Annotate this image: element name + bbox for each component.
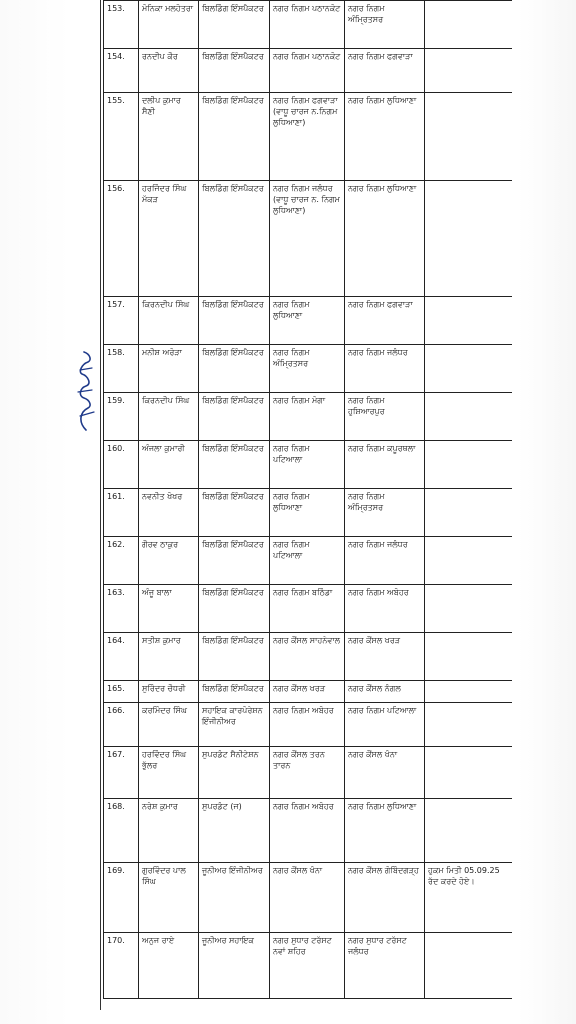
remarks-cell <box>425 1 513 49</box>
remarks-cell <box>425 297 513 345</box>
remarks-cell <box>425 681 513 703</box>
posted-to-cell: ਨਗਰ ਨਿਗਮ ਅਬੋਹਰ <box>345 585 425 633</box>
posted-to-cell: ਨਗਰ ਕੌਂਸਲ ਖਰੜ <box>345 633 425 681</box>
posted-to-cell: ਨਗਰ ਨਿਗਮ ਫਗਵਾੜਾ <box>345 49 425 93</box>
margin-rule <box>100 0 101 1010</box>
posted-to-cell: ਨਗਰ ਨਿਗਮ ਜਲੰਧਰ <box>345 345 425 393</box>
remarks-cell <box>425 181 513 297</box>
serial-number-cell: 167. <box>104 747 139 799</box>
posted-to-cell: ਨਗਰ ਨਿਗਮ ਜਲੰਧਰ <box>345 537 425 585</box>
table-row <box>104 441 513 489</box>
remarks-cell <box>425 393 513 441</box>
designation-cell: ਬਿਲਡਿੰਗ ਇੰਸਪੈਕਟਰ <box>199 393 270 441</box>
designation-cell: ਬਿਲਡਿੰਗ ਇੰਸਪੈਕਟਰ <box>199 181 270 297</box>
employee-name-cell: ਸਤੀਸ਼ ਕੁਮਾਰ <box>139 633 199 681</box>
serial-number-cell: 157. <box>104 297 139 345</box>
posted-to-cell: ਨਗਰ ਨਿਗਮ ਅੰਮ੍ਰਿਤਸਰ <box>345 489 425 537</box>
remarks-cell <box>425 441 513 489</box>
remarks-cell <box>425 799 513 863</box>
remarks-cell <box>425 633 513 681</box>
serial-number-cell: 153. <box>104 1 139 49</box>
employee-name-cell: ਕਰਮਿੰਦਰ ਸਿੰਘ <box>139 703 199 747</box>
transfer-table <box>103 0 512 999</box>
designation-cell: ਬਿਲਡਿੰਗ ਇੰਸਪੈਕਟਰ <box>199 585 270 633</box>
remarks-cell: ਹੁਕਮ ਮਿਤੀ 05.09.25 ਰੱਦ ਕਰਦੇ ਹੋਏ। <box>425 863 513 933</box>
employee-name-cell: ਰਨਦੀਪ ਕੌਰ <box>139 49 199 93</box>
table-row <box>104 585 513 633</box>
posted-from-cell: ਨਗਰ ਕੌਂਸਲ ਸਾਹਨੇਵਾਲ <box>270 633 345 681</box>
posted-to-cell: ਨਗਰ ਨਿਗਮ ਲੁਧਿਆਣਾ <box>345 799 425 863</box>
posted-from-cell: ਨਗਰ ਕੌਂਸਲ ਖੰਨਾ <box>270 863 345 933</box>
employee-name-cell: ਅੰਜਲਾ ਕੁਮਾਰੀ <box>139 441 199 489</box>
serial-number-cell: 154. <box>104 49 139 93</box>
designation-cell: ਬਿਲਡਿੰਗ ਇੰਸਪੈਕਟਰ <box>199 93 270 181</box>
table-row <box>104 489 513 537</box>
posted-from-cell: ਨਗਰ ਨਿਗਮ ਪਠਾਨਕੋਟ <box>270 1 345 49</box>
posted-from-cell: ਨਗਰ ਨਿਗਮ ਪਠਾਨਕੋਟ <box>270 49 345 93</box>
table-row <box>104 93 513 181</box>
employee-name-cell: ਕਿਰਨਦੀਪ ਸਿੰਘ <box>139 297 199 345</box>
serial-number-cell: 155. <box>104 93 139 181</box>
posted-from-cell: ਨਗਰ ਕੌਂਸਲ ਖਰੜ <box>270 681 345 703</box>
posted-from-cell: ਨਗਰ ਨਿਗਮ ਅਬੋਹਰ <box>270 703 345 747</box>
remarks-cell <box>425 703 513 747</box>
designation-cell: ਜੂਨੀਅਰ ਸਹਾਇਕ <box>199 933 270 999</box>
posted-to-cell: ਨਗਰ ਨਿਗਮ ਲੁਧਿਆਣਾ <box>345 181 425 297</box>
designation-cell: ਬਿਲਡਿੰਗ ਇੰਸਪੈਕਟਰ <box>199 537 270 585</box>
handwritten-signature <box>66 346 102 434</box>
posted-from-cell: ਨਗਰ ਨਿਗਮ ਬਠਿੰਡਾ <box>270 585 345 633</box>
designation-cell: ਸੁਪਰਡੰਟ ਸੈਨੀਟੇਸ਼ਨ <box>199 747 270 799</box>
serial-number-cell: 162. <box>104 537 139 585</box>
posted-to-cell: ਨਗਰ ਨਿਗਮ ਪਟਿਆਲਾ <box>345 703 425 747</box>
designation-cell: ਬਿਲਡਿੰਗ ਇੰਸਪੈਕਟਰ <box>199 633 270 681</box>
posted-from-cell: ਨਗਰ ਨਿਗਮ ਲੁਧਿਆਣਾ <box>270 489 345 537</box>
remarks-cell <box>425 93 513 181</box>
serial-number-cell: 169. <box>104 863 139 933</box>
employee-name-cell: ਅੰਜੂ ਬਾਲਾ <box>139 585 199 633</box>
posted-from-cell: ਨਗਰ ਨਿਗਮ ਅੰਮ੍ਰਿਤਸਰ <box>270 345 345 393</box>
table-row <box>104 799 513 863</box>
designation-cell: ਬਿਲਡਿੰਗ ਇੰਸਪੈਕਟਰ <box>199 489 270 537</box>
employee-name-cell: ਅਨੁਜ ਰਾਏ <box>139 933 199 999</box>
serial-number-cell: 170. <box>104 933 139 999</box>
employee-name-cell: ਦਲੀਪ ਕੁਮਾਰ ਸੈਣੀ <box>139 93 199 181</box>
remarks-cell <box>425 49 513 93</box>
posted-to-cell: ਨਗਰ ਨਿਗਮ ਲੁਧਿਆਣਾ <box>345 93 425 181</box>
serial-number-cell: 161. <box>104 489 139 537</box>
serial-number-cell: 165. <box>104 681 139 703</box>
posted-from-cell: ਨਗਰ ਨਿਗਮ ਮੋਗਾ <box>270 393 345 441</box>
designation-cell: ਜੂਨੀਅਰ ਇੰਜੀਨੀਅਰ <box>199 863 270 933</box>
serial-number-cell: 159. <box>104 393 139 441</box>
posted-from-cell: ਨਗਰ ਨਿਗਮ ਅਬੋਹਰ <box>270 799 345 863</box>
employee-name-cell: ਗੁਰਵਿੰਦਰ ਪਾਲ ਸਿੰਘ <box>139 863 199 933</box>
posted-from-cell: ਨਗਰ ਨਿਗਮ ਜਲੰਧਰ (ਵਾਧੂ ਚਾਰਜ ਨ. ਨਿਗਮ ਲੁਧਿਆਣਾ) <box>270 181 345 297</box>
designation-cell: ਬਿਲਡਿੰਗ ਇੰਸਪੈਕਟਰ <box>199 49 270 93</box>
remarks-cell <box>425 585 513 633</box>
employee-name-cell: ਹਰਵਿੰਦਰ ਸਿੰਘ ਭੁੱਲਰ <box>139 747 199 799</box>
remarks-cell <box>425 537 513 585</box>
table-row <box>104 49 513 93</box>
table-row <box>104 703 513 747</box>
posted-from-cell: ਨਗਰ ਨਿਗਮ ਪਟਿਆਲਾ <box>270 441 345 489</box>
posted-from-cell: ਨਗਰ ਸੁਧਾਰ ਟਰੱਸਟ ਨਵਾਂ ਸ਼ਹਿਰ <box>270 933 345 999</box>
posted-to-cell: ਨਗਰ ਕੌਂਸਲ ਨੰਗਲ <box>345 681 425 703</box>
designation-cell: ਬਿਲਡਿੰਗ ਇੰਸਪੈਕਟਰ <box>199 681 270 703</box>
posted-to-cell: ਨਗਰ ਨਿਗਮ ਫਗਵਾੜਾ <box>345 297 425 345</box>
employee-name-cell: ਮਨੀਸ਼ ਅਰੋੜਾ <box>139 345 199 393</box>
posted-from-cell: ਨਗਰ ਨਿਗਮ ਲੁਧਿਆਣਾ <box>270 297 345 345</box>
remarks-cell <box>425 345 513 393</box>
employee-name-cell: ਨਵਨੀਤ ਖੋਖਰ <box>139 489 199 537</box>
serial-number-cell: 164. <box>104 633 139 681</box>
serial-number-cell: 160. <box>104 441 139 489</box>
table-row <box>104 681 513 703</box>
table-row <box>104 297 513 345</box>
employee-name-cell: ਗੌਰਵ ਠਾਕੁਰ <box>139 537 199 585</box>
posted-from-cell: ਨਗਰ ਕੌਂਸਲ ਤਰਨ ਤਾਰਨ <box>270 747 345 799</box>
posted-to-cell: ਨਗਰ ਸੁਧਾਰ ਟਰੱਸਟ ਜਲੰਧਰ <box>345 933 425 999</box>
serial-number-cell: 168. <box>104 799 139 863</box>
table-row <box>104 393 513 441</box>
employee-name-cell: ਸੁਰਿੰਦਰ ਚੌਧਰੀ <box>139 681 199 703</box>
posted-from-cell: ਨਗਰ ਨਿਗਮ ਫਗਵਾੜਾ (ਵਾਧੂ ਚਾਰਜ ਨ.ਨਿਗਮ ਲੁਧਿਆਣਾ) <box>270 93 345 181</box>
remarks-cell <box>425 933 513 999</box>
table-row <box>104 345 513 393</box>
posted-from-cell: ਨਗਰ ਨਿਗਮ ਪਟਿਆਲਾ <box>270 537 345 585</box>
table-row <box>104 181 513 297</box>
table-row <box>104 933 513 999</box>
table-row <box>104 633 513 681</box>
designation-cell: ਬਿਲਡਿੰਗ ਇੰਸਪੈਕਟਰ <box>199 441 270 489</box>
table-row <box>104 863 513 933</box>
serial-number-cell: 156. <box>104 181 139 297</box>
serial-number-cell: 163. <box>104 585 139 633</box>
posted-to-cell: ਨਗਰ ਨਿਗਮ ਕਪੂਰਥਲਾ <box>345 441 425 489</box>
table-row <box>104 537 513 585</box>
signature-ink <box>66 346 102 434</box>
employee-name-cell: ਮੋਨਿਕਾ ਮਲਹੋਤਰਾ <box>139 1 199 49</box>
serial-number-cell: 158. <box>104 345 139 393</box>
remarks-cell <box>425 747 513 799</box>
designation-cell: ਸਹਾਇਕ ਕਾਰਪੋਰੇਸ਼ਨ ਇੰਜੀਨੀਅਰ <box>199 703 270 747</box>
posted-to-cell: ਨਗਰ ਕੌਂਸਲ ਗੋਬਿੰਦਗੜ੍ਹ <box>345 863 425 933</box>
posted-to-cell: ਨਗਰ ਨਿਗਮ ਹੁਸ਼ਿਆਰਪੁਰ <box>345 393 425 441</box>
serial-number-cell: 166. <box>104 703 139 747</box>
table-row <box>104 747 513 799</box>
posted-to-cell: ਨਗਰ ਕੌਂਸਲ ਖੰਨਾ <box>345 747 425 799</box>
posted-to-cell: ਨਗਰ ਨਿਗਮ ਅੰਮ੍ਰਿਤਸਰ <box>345 1 425 49</box>
designation-cell: ਬਿਲਡਿੰਗ ਇੰਸਪੈਕਟਰ <box>199 1 270 49</box>
remarks-cell <box>425 489 513 537</box>
employee-name-cell: ਹਰਜਿੰਦਰ ਸਿੰਘ ਮੱਕੜ <box>139 181 199 297</box>
table-row <box>104 1 513 49</box>
designation-cell: ਸੁਪਰਡੰਟ (ਜ) <box>199 799 270 863</box>
designation-cell: ਬਿਲਡਿੰਗ ਇੰਸਪੈਕਟਰ <box>199 297 270 345</box>
employee-name-cell: ਨਰੇਸ਼ ਕੁਮਾਰ <box>139 799 199 863</box>
designation-cell: ਬਿਲਡਿੰਗ ਇੰਸਪੈਕਟਰ <box>199 345 270 393</box>
employee-name-cell: ਕਿਰਨਦੀਪ ਸਿੰਘ <box>139 393 199 441</box>
